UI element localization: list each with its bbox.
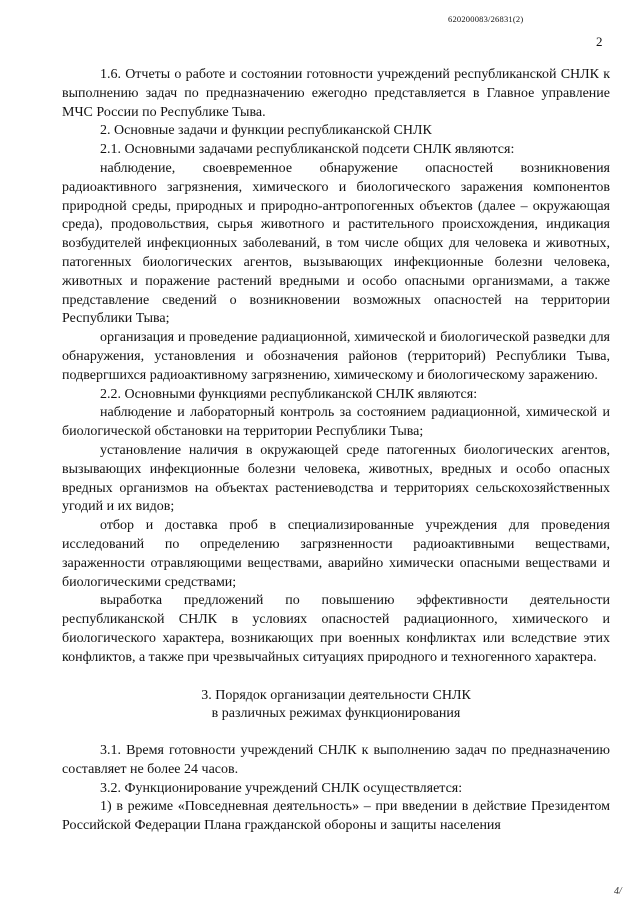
section-3-heading: [62, 687, 610, 725]
document-code: 620200083/26831(2): [448, 14, 524, 24]
paragraph-1-6: 1.6. Отчеты о работе и состоянии готовности учреждений республиканской СНЛК к выполнению задач по предназначению ежегодно представляется в Главное управление МЧС России по Республике Тыва.: [62, 67, 610, 120]
document-body: [62, 66, 610, 836]
paragraph-3-2-1: 1) в режиме «Повседневная деятельность» – при введении в действие Президентом Российской Федерации Плана гражданской обороны и защиты населения: [62, 799, 610, 834]
paragraph-2-2-proposals: выработка предложений по повышению эффективности деятельности республиканской СНЛК в условиях опасностей радиационного, химического и биологического характера, возникающих при военных конфликтах или вследствие этих конфликтов, а также при чрезвычайных ситуациях природного и техногенного характера.: [62, 593, 610, 665]
paragraph-2-1-observation: наблюдение, своевременное обнаружение опасностей возникновения радиоактивного загрязнения, химического и биологического заражения компонентов природной среды, природных и природно-антропогенных объектов (далее – окружающая среда), продовольствия, сырья животного и растительного происхождения, индикация возбудителей инфекционных заболеваний, в том числе общих для человека и животных, патогенных биологических агентов, вызывающих инфекционные болезни человека, животных и поражение растений вредными и особо опасными организмами, а также представление сведений о возникновении возможных опасностей на территории Республики Тыва;: [62, 160, 610, 327]
paragraph-2-2-monitoring: наблюдение и лабораторный контроль за состоянием радиационной, химической и биологической обстановки на территории Республики Тыва;: [62, 405, 610, 440]
section-2-heading: 2. Основные задачи и функции республиканской СНЛК: [100, 123, 432, 139]
paragraph-3-1: 3.1. Время готовности учреждений СНЛК к выполнению задач по предназначению составляет не более 24 часов.: [62, 743, 610, 777]
section-3-heading-line-2: в различных режимах функционирования: [211, 706, 461, 722]
page-number: 2: [596, 34, 603, 49]
paragraph-2-2: 2.2. Основными функциями республиканской СНЛК являются:: [100, 386, 478, 402]
paragraph-2-1: 2.1. Основными задачами республиканской подсети СНЛК являются:: [100, 142, 515, 158]
corner-handwritten-mark: 4/: [614, 886, 622, 897]
paragraph-3-2: 3.2. Функционирование учреждений СНЛК осуществляется:: [100, 780, 463, 796]
section-3-heading-line-1: 3. Порядок организации деятельности СНЛК: [201, 687, 471, 703]
paragraph-2-2-sampling: отбор и доставка проб в специализированные учреждения для проведения исследований по определению загрязненности радиоактивными веществами, зараженности отравляющими веществами, аварийно химически опасными веществами и биологическими средствами;: [62, 518, 610, 590]
paragraph-2-2-pathogens: установление наличия в окружающей среде патогенных биологических агентов, вызывающих инфекционные болезни человека, животных, вредных и особо опасных вредных организмов на объектах растениеводства и территориях сельскохозяйственных угодий и их видов;: [62, 442, 610, 515]
paragraph-2-1-reconnaissance: организация и проведение радиационной, химической и биологической разведки для обнаружения, установления и обозначения районов (территорий) Республики Тыва, подвергшихся радиоактивному загрязнению, химическому и биологическому заражению.: [62, 330, 610, 383]
